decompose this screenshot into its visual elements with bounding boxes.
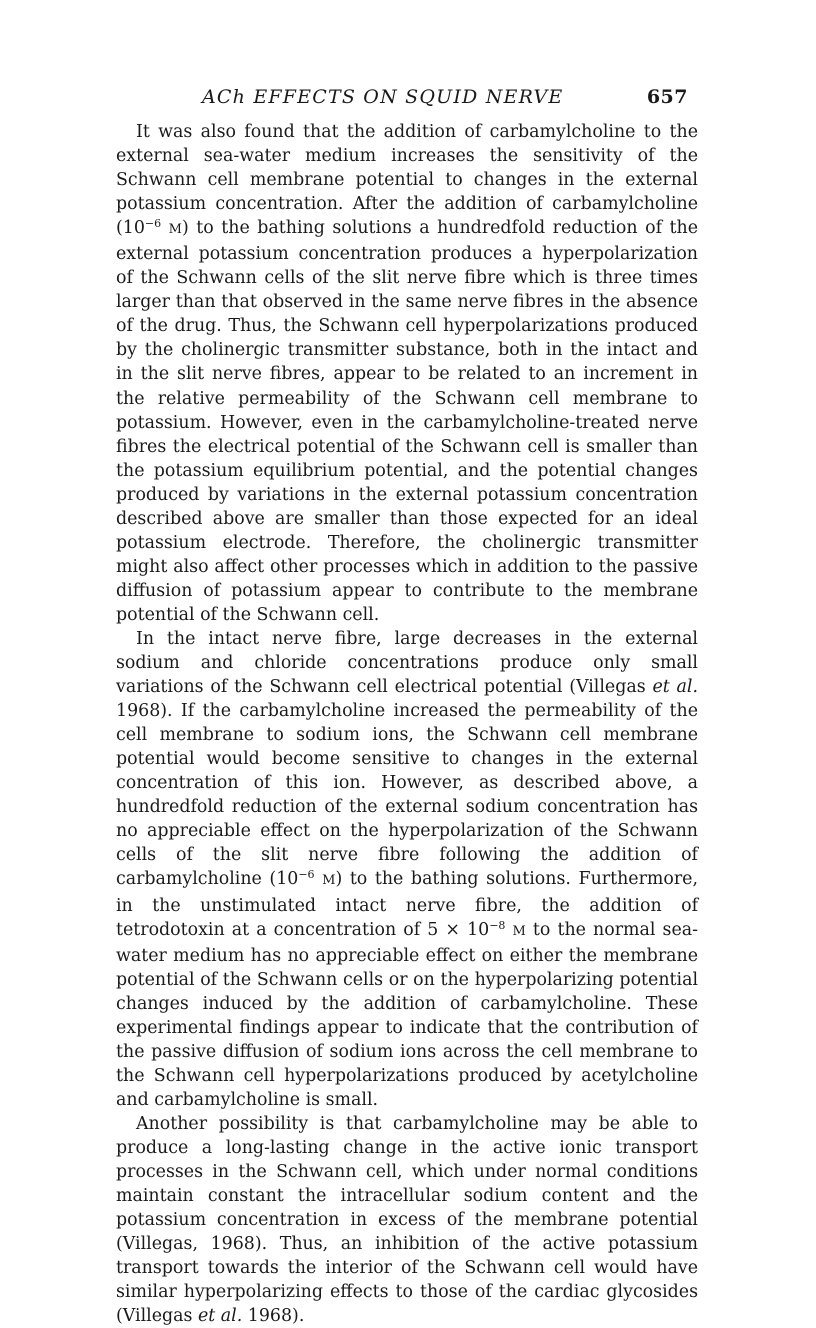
- italic-text: et al.: [197, 1306, 243, 1327]
- superscript: −6: [144, 217, 162, 231]
- italic-text: et al.: [652, 677, 698, 698]
- unit-symbol: M: [168, 222, 182, 238]
- paragraph: [116, 120, 698, 627]
- body-text: [116, 120, 698, 1328]
- text-run: to the normal sea-water medium has no appreciable effect on either the membrane potential of the Schwann cells or on the hyperpolarizing potential changes induced by the addition of carbamylcholine. These experimental findings appear to indicate that the contribution of the passive diffusion of sodium ions across the cell membrane to the Schwann cell hyperpolarizations produced by acetylcholine and carbamylcholine is small.: [116, 919, 698, 1110]
- unit-symbol: M: [512, 923, 526, 939]
- paragraph: [116, 1112, 698, 1328]
- text-run: [161, 218, 169, 238]
- page: [116, 86, 698, 1328]
- unit-symbol: M: [322, 873, 336, 889]
- running-title: ACh EFFECTS ON SQUID NERVE: [202, 86, 564, 108]
- text-run: It was also found that the addition of carbamylcholine to the external sea-water medium increases the sensitivity of the Schwann cell membrane potential to changes in the external potassium concentration. After the addition of carbamylcholine (10: [116, 122, 698, 239]
- text-run: In the intact nerve fibre, large decreases in the external sodium and chloride concentrations produce only small variations of the Schwann cell electrical potential (Villegas: [116, 628, 698, 698]
- running-head: [116, 86, 698, 120]
- text-run: 1968). If the carbamylcholine increased the permeability of the cell membrane to sodium ions, the Schwann cell membrane potential would become sensitive to changes in the external concentration of this ion. However, as described above, a hundredfold reduction of the external sodium concentration has no appreciable effect on the hyperpolarization of the Schwann cells of the slit nerve fibre following the addition of carbamylcholine (10: [116, 701, 698, 890]
- page-number: 657: [646, 86, 688, 108]
- superscript: −8: [489, 918, 506, 932]
- superscript: −6: [298, 868, 315, 882]
- text-run: Another possibility is that carbamylcholine may be able to produce a long-lasting change in the active ionic transport processes in the Schwann cell, which under normal conditions maintain constant the intracellular sodium content and the potassium concentration in excess of the membrane potential (Villegas, 1968). Thus, an inhibition of the active potassium transport towards the interior of the Schwann cell would have similar hyperpolarizing effects to those of the cardiac glycosides (Villegas: [116, 1113, 698, 1327]
- text-run: ) to the bathing solutions a hundredfold reduction of the external potassium concentration produces a hyperpolarization of the Schwann cells of the slit nerve fibre which is three times larger than that observed in the same nerve fibres in the absence of the drug. Thus, the Schwann cell hyperpolarizations produced by the cholinergic transmitter substance, both in the intact and in the slit nerve fibres, appear to be related to an increment in the relative permeability of the Schwann cell membrane to potassium. However, even in the carbamylcholine-treated nerve fibres the electrical potential of the Schwann cell is smaller than the potassium equilibrium potential, and the potential changes produced by variations in the external potassium concentration described above are smaller than those expected for an ideal potassium electrode. Therefore, the cholinergic transmitter might also affect other processes which in addition to the passive diffusion of potassium appear to contribute to the membrane potential of the Schwann cell.: [116, 218, 699, 625]
- text-run: [505, 920, 512, 940]
- text-run: 1968).: [242, 1306, 305, 1327]
- text-run: ) to the bathing solutions. Furthermore, in the unstimulated intact nerve fibre, the addition of tetrodotoxin at a concentration of 5 × 10: [116, 869, 698, 940]
- paragraph: [116, 627, 698, 1112]
- text-run: [315, 869, 323, 889]
